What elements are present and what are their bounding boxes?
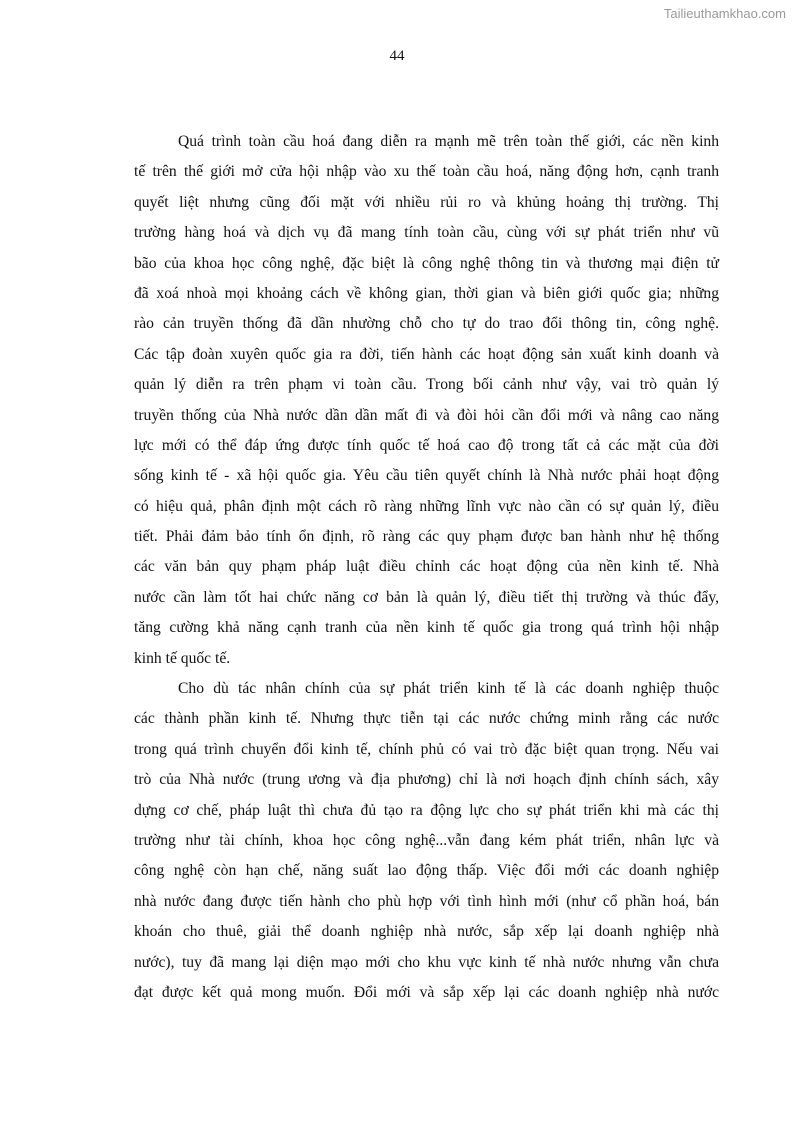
text-line: các thành phần kinh tế. Nhưng thực tiễn tại các nước chứng minh rằng các nước [134,710,719,728]
paragraph-2 [134,674,719,1008]
text-line: có hiệu quả, phân định một cách rõ ràng những lĩnh vực nào cần có sự quản lý, điều [134,497,719,515]
text-line: quản lý diễn ra trên phạm vi toàn cầu. Trong bối cảnh như vậy, vai trò quản lý [134,376,719,394]
text-line: truyền thống của Nhà nước dần dần mất đi và đòi hỏi cần đổi mới và nâng cao năng [134,406,719,424]
text-line: lực mới có thể đáp ứng được tính quốc tế hoá cao độ trong tất cả các mặt của đời [134,436,719,454]
document-body [134,127,719,1008]
text-line: rào cản truyền thống đã dần nhường chỗ cho tự do trao đổi thông tin, công nghệ. [134,315,719,333]
text-line: sống kinh tế - xã hội quốc gia. Yêu cầu tiên quyết chính là Nhà nước phải hoạt động [134,467,719,485]
text-line: trường hàng hoá và dịch vụ đã mang tính toàn cầu, cùng với sự phát triển như vũ [134,224,719,242]
text-line: dựng cơ chế, pháp luật thì chưa đủ tạo ra động lực cho sự phát triển khi mà các thị [134,801,719,819]
text-line: tế trên thế giới mở cửa hội nhập vào xu thế toàn cầu hoá, năng động hơn, cạnh tranh [134,163,719,181]
page-number: 44 [389,48,405,64]
text-line: Cho dù tác nhân chính của sự phát triển kinh tế là các doanh nghiệp thuộc [178,680,719,698]
text-line: nước), tuy đã mang lại diện mạo mới cho khu vực kinh tế nhà nước nhưng vẫn chưa [134,953,719,971]
text-line: quyết liệt nhưng cũng đối mặt với nhiều rủi ro và khủng hoảng thị trường. Thị [134,193,719,211]
text-line: bão của khoa học công nghệ, đặc biệt là công nghệ thông tin và thương mại điện tử [134,254,719,272]
text-line: Các tập đoàn xuyên quốc gia ra đời, tiến hành các hoạt động sản xuất kinh doanh và [134,345,719,363]
text-line: đã xoá nhoà mọi khoảng cách về không gian, thời gian và biên giới quốc gia; những [134,284,719,302]
text-line: tiết. Phải đảm bảo tính ổn định, rõ ràng các quy phạm được ban hành như hệ thống [134,528,719,546]
text-line: công nghệ còn hạn chế, năng suất lao động thấp. Việc đổi mới các doanh nghiệp [134,862,719,880]
text-line: các văn bản quy phạm pháp luật điều chỉnh các hoạt động của nền kinh tế. Nhà [134,558,719,576]
text-line: trường như tài chính, khoa học công nghệ...vẫn đang kém phát triển, nhân lực và [134,831,719,849]
text-line: đạt được kết quả mong muốn. Đổi mới và sắp xếp lại các doanh nghiệp nhà nước [134,983,719,1001]
text-line: kinh tế quốc tế. [134,649,231,667]
text-line: Quá trình toàn cầu hoá đang diễn ra mạnh mẽ trên toàn thế giới, các nền kinh [178,133,719,150]
text-line: trong quá trình chuyển đổi kinh tế, chính phủ có vai trò đặc biệt quan trọng. Nếu vai [134,740,719,758]
text-line: nhà nước đang được tiến hành cho phù hợp với tình hình mới (như cổ phần hoá, bán [134,892,719,910]
text-line: nước cần làm tốt hai chức năng cơ bản là quản lý, điều tiết thị trường và thúc đẩy, [134,588,719,606]
watermark-text: Tailieuthamkhao.com [663,6,786,21]
text-line: khoán cho thuê, giải thể doanh nghiệp nhà nước, sắp xếp lại doanh nghiệp nhà [134,923,719,941]
paragraph-1 [134,127,719,674]
text-line: trò của Nhà nước (trung ương và địa phương) chỉ là nơi hoạch định chính sách, xây [134,771,719,789]
text-line: tăng cường khả năng cạnh tranh của nền kinh tế quốc gia trong quá trình hội nhập [134,619,719,637]
